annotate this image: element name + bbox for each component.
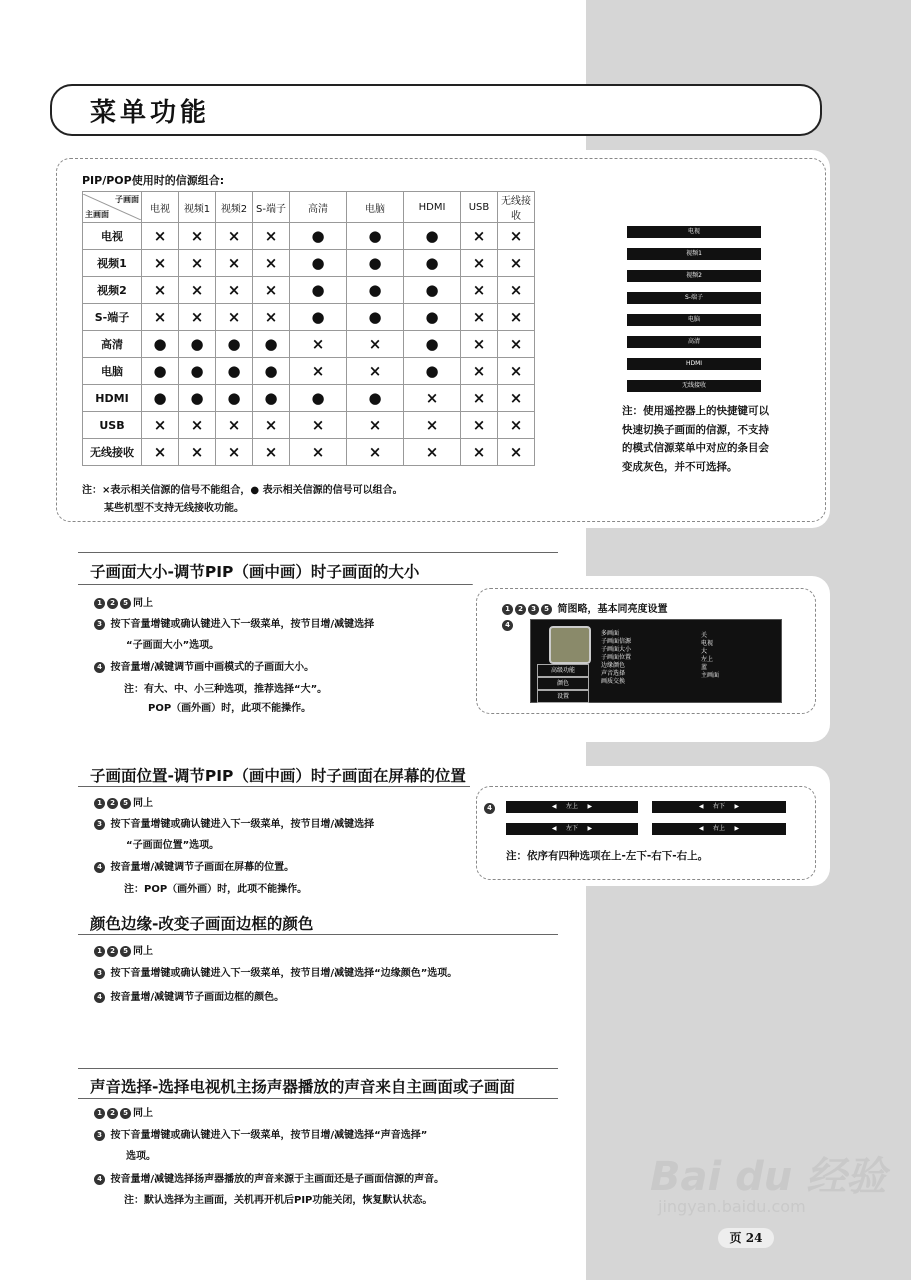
column-header: 高清	[290, 192, 347, 223]
step-line: “子画面大小”选项。	[126, 640, 220, 651]
section-rule	[78, 552, 558, 553]
table-cell: ×	[179, 304, 216, 331]
baidu-watermark	[650, 1145, 887, 1216]
table-cell: ×	[461, 277, 498, 304]
row-label: 视频2	[83, 277, 142, 304]
column-header: USB	[461, 192, 498, 223]
table-cell: ×	[179, 439, 216, 466]
section-title-border: 颜色边缘-改变子画面边框的颜色	[90, 915, 314, 933]
table-cell: ●	[216, 331, 253, 358]
source-list-item: 无线接收	[627, 380, 761, 392]
table-cell: ●	[404, 277, 461, 304]
watermark-url: jingyan.baidu.com	[658, 1197, 806, 1216]
watermark-brand: Bai du 经验	[650, 1154, 887, 1200]
row-label: 无线接收	[83, 439, 142, 466]
section-rule	[78, 1068, 558, 1069]
table-cell: ●	[404, 358, 461, 385]
menu-item: 子画面信源	[601, 638, 632, 645]
row-label: 高清	[83, 331, 142, 358]
table-cell: ×	[216, 412, 253, 439]
step-line: 3 按下音量增键或确认键进入下一级菜单，按节目增/减键选择“边缘颜色”选项。	[94, 964, 457, 979]
table-cell: ×	[498, 331, 535, 358]
step-line: 3 按下音量增键或确认键进入下一级菜单，按节目增/减键选择	[94, 815, 374, 830]
position-option-bar: ◀ 右下 ▶	[652, 801, 786, 813]
table-cell: ●	[404, 331, 461, 358]
menu-item: 声音选择	[601, 670, 626, 677]
table-cell: ×	[498, 277, 535, 304]
table-cell: ×	[498, 250, 535, 277]
table-cell: ×	[216, 223, 253, 250]
column-header: 无线接收	[498, 192, 535, 223]
table-cell: ×	[498, 304, 535, 331]
row-label: 电视	[83, 223, 142, 250]
step-line: 4 按音量增/减键调节子画面在屏幕的位置。	[94, 858, 294, 873]
table-cell: ×	[142, 277, 179, 304]
table-cell: ×	[179, 277, 216, 304]
table-cell: ×	[461, 331, 498, 358]
table-row	[83, 277, 535, 304]
page-title: 菜单功能	[90, 98, 211, 128]
table-cell: ×	[404, 412, 461, 439]
table-cell: ×	[461, 223, 498, 250]
source-list-item: 视频2	[627, 270, 761, 282]
table-cell: ×	[253, 250, 290, 277]
table-row	[83, 412, 535, 439]
menu-item: 边缘颜色	[601, 662, 626, 669]
table-cell: ×	[142, 223, 179, 250]
corner-main-label: 主画面	[85, 210, 109, 219]
menu-value: 电视	[701, 640, 714, 647]
table-cell: ●	[290, 277, 347, 304]
column-header: 视频2	[216, 192, 253, 223]
table-corner	[83, 192, 142, 223]
table-cell: ×	[253, 223, 290, 250]
step-line: “子画面位置”选项。	[126, 840, 220, 851]
section-rule	[78, 1098, 558, 1099]
step-line: 选项。	[126, 1151, 156, 1162]
table-cell: ×	[461, 304, 498, 331]
row-label: USB	[83, 412, 142, 439]
step-line: 3 按下音量增键或确认键进入下一级菜单，按节目增/减键选择	[94, 615, 374, 630]
table-cell: ×	[216, 439, 253, 466]
box-step: 4	[502, 620, 515, 632]
pip-table-title: PIP/POP使用时的信源组合:	[82, 174, 225, 187]
table-cell: ×	[498, 385, 535, 412]
table-row	[83, 304, 535, 331]
source-list-item: HDMI	[627, 358, 761, 370]
source-list-item: 电视	[627, 226, 761, 238]
menu-item: 子画面位置	[601, 654, 632, 661]
table-cell: ×	[290, 358, 347, 385]
source-list-item: S-端子	[627, 292, 761, 304]
table-cell: ×	[498, 358, 535, 385]
menu-tab: 颜色	[537, 677, 589, 690]
section-title-sound: 声音选择-选择电视机主扬声器播放的声音来自主画面或子画面	[90, 1078, 515, 1096]
table-cell: ●	[347, 277, 404, 304]
table-row	[83, 358, 535, 385]
step-line: 4 按音量增/减键选择扬声器播放的声音来源于主画面还是子画面信源的声音。	[94, 1170, 444, 1185]
table-header-row	[83, 192, 535, 223]
column-header: 视频1	[179, 192, 216, 223]
table-cell: ×	[461, 412, 498, 439]
table-cell: ×	[142, 304, 179, 331]
box-step: 4	[484, 803, 497, 815]
table-cell: ×	[253, 412, 290, 439]
corner-sub-label: 子画面	[115, 195, 139, 204]
step-line: 3 按下音量增键或确认键进入下一级菜单，按节目增/减键选择“声音选择”	[94, 1126, 427, 1141]
table-cell: ×	[290, 331, 347, 358]
table-cell: ●	[347, 250, 404, 277]
menu-item: 多画面	[601, 630, 620, 637]
pip-source-table	[82, 191, 535, 466]
step-line: 1 2 5 同上	[94, 594, 153, 609]
step-note: POP（画外画）时，此项不能操作。	[148, 703, 312, 714]
table-row	[83, 250, 535, 277]
menu-value: 主画面	[701, 672, 720, 679]
side-note: 注：使用遥控器上的快捷键可以快速切换子画面的信源，不支持的模式信源菜单中对应的条目会变成灰色，并不可选择。	[622, 405, 769, 473]
table-cell: ●	[142, 358, 179, 385]
table-cell: ×	[404, 385, 461, 412]
table-cell: ●	[253, 385, 290, 412]
menu-item: 子画面大小	[601, 646, 632, 653]
table-cell: ●	[290, 304, 347, 331]
table-cell: ×	[142, 412, 179, 439]
step-line: 4 按音量增/减键调节子画面边框的颜色。	[94, 988, 284, 1003]
table-row	[83, 439, 535, 466]
table-cell: ×	[498, 412, 535, 439]
table-cell: ●	[179, 331, 216, 358]
section-title-size: 子画面大小-调节PIP（画中画）时子画面的大小	[90, 563, 420, 581]
table-cell: ×	[498, 223, 535, 250]
row-label: 电脑	[83, 358, 142, 385]
position-option-bar: ◀ 右上 ▶	[652, 823, 786, 835]
table-cell: ×	[347, 331, 404, 358]
source-list-item: 高清	[627, 336, 761, 348]
menu-icon	[549, 626, 591, 664]
menu-value: 蓝	[701, 664, 708, 671]
box-note: 1 2 3 5 简图略，基本同亮度设置	[502, 600, 667, 615]
section-rule	[78, 934, 558, 935]
table-cell: ×	[498, 439, 535, 466]
table-cell: ×	[461, 385, 498, 412]
table-row	[83, 385, 535, 412]
pip-note-line1: 注：×表示相关信源的信号不能组合，● 表示相关信源的信号可以组合。	[82, 485, 403, 496]
step-line: 4 按音量增/减键调节画中画模式的子画面大小。	[94, 658, 314, 673]
table-cell: ●	[347, 304, 404, 331]
table-cell: ×	[347, 412, 404, 439]
table-cell: ●	[142, 385, 179, 412]
table-cell: ×	[179, 223, 216, 250]
source-list-item: 电脑	[627, 314, 761, 326]
page-title-box	[50, 84, 822, 136]
column-header: S-端子	[253, 192, 290, 223]
table-cell: ×	[216, 304, 253, 331]
table-cell: ×	[404, 439, 461, 466]
table-cell: ●	[216, 385, 253, 412]
table-cell: ×	[142, 250, 179, 277]
source-list-item: 视频1	[627, 248, 761, 260]
step-note: 注：有大、中、小三种选项，推荐选择“大”。	[124, 684, 328, 695]
table-cell: ×	[253, 304, 290, 331]
step-note: 注：POP（画外画）时，此项不能操作。	[124, 884, 308, 895]
table-cell: ●	[347, 385, 404, 412]
osd-menu-screenshot	[530, 619, 782, 703]
row-label: 视频1	[83, 250, 142, 277]
table-cell: ●	[404, 223, 461, 250]
column-header: HDMI	[404, 192, 461, 223]
menu-item: 画质交换	[601, 678, 626, 685]
table-cell: ×	[290, 439, 347, 466]
section-title-position: 子画面位置-调节PIP（画中画）时子画面在屏幕的位置	[90, 767, 466, 785]
table-cell: ×	[216, 250, 253, 277]
table-cell: ×	[179, 250, 216, 277]
table-cell: ●	[253, 358, 290, 385]
menu-value: 关	[701, 632, 708, 639]
menu-tab: 设置	[537, 690, 589, 703]
table-cell: ●	[179, 358, 216, 385]
column-header: 电视	[142, 192, 179, 223]
table-cell: ●	[347, 223, 404, 250]
table-cell: ×	[216, 277, 253, 304]
table-row	[83, 331, 535, 358]
table-cell: ×	[179, 412, 216, 439]
position-option-bar: ◀ 左上 ▶	[506, 801, 638, 813]
table-cell: ●	[290, 250, 347, 277]
step-line: 1 2 5 同上	[94, 1104, 153, 1119]
pip-table-note	[82, 482, 403, 518]
page-number: 页 24	[718, 1228, 774, 1248]
table-cell: ×	[347, 439, 404, 466]
menu-value: 大	[701, 648, 708, 655]
step-line: 1 2 5 同上	[94, 942, 153, 957]
table-cell: ×	[461, 358, 498, 385]
position-box-note: 注：依序有四种选项在上-左下-右下-右上。	[506, 850, 709, 862]
table-cell: ×	[347, 358, 404, 385]
table-cell: ●	[179, 385, 216, 412]
table-cell: ●	[216, 358, 253, 385]
row-label: HDMI	[83, 385, 142, 412]
row-label: S-端子	[83, 304, 142, 331]
position-option-bar: ◀ 左下 ▶	[506, 823, 638, 835]
table-cell: ●	[142, 331, 179, 358]
table-cell: ●	[290, 223, 347, 250]
table-row	[83, 223, 535, 250]
table-cell: ×	[461, 250, 498, 277]
table-cell: ×	[461, 439, 498, 466]
table-cell: ×	[142, 439, 179, 466]
pip-note-line2: 某些机型不支持无线接收功能。	[104, 503, 244, 514]
table-cell: ●	[253, 331, 290, 358]
table-cell: ●	[290, 385, 347, 412]
table-cell: ●	[404, 250, 461, 277]
table-cell: ●	[404, 304, 461, 331]
step-note: 注：默认选择为主画面，关机再开机后PIP功能关闭，恢复默认状态。	[124, 1195, 433, 1206]
menu-value: 左上	[701, 656, 714, 663]
table-cell: ×	[290, 412, 347, 439]
table-cell: ×	[253, 277, 290, 304]
step-line: 1 2 5 同上	[94, 794, 153, 809]
menu-tab: 高级功能	[537, 664, 589, 677]
table-cell: ×	[253, 439, 290, 466]
column-header: 电脑	[347, 192, 404, 223]
